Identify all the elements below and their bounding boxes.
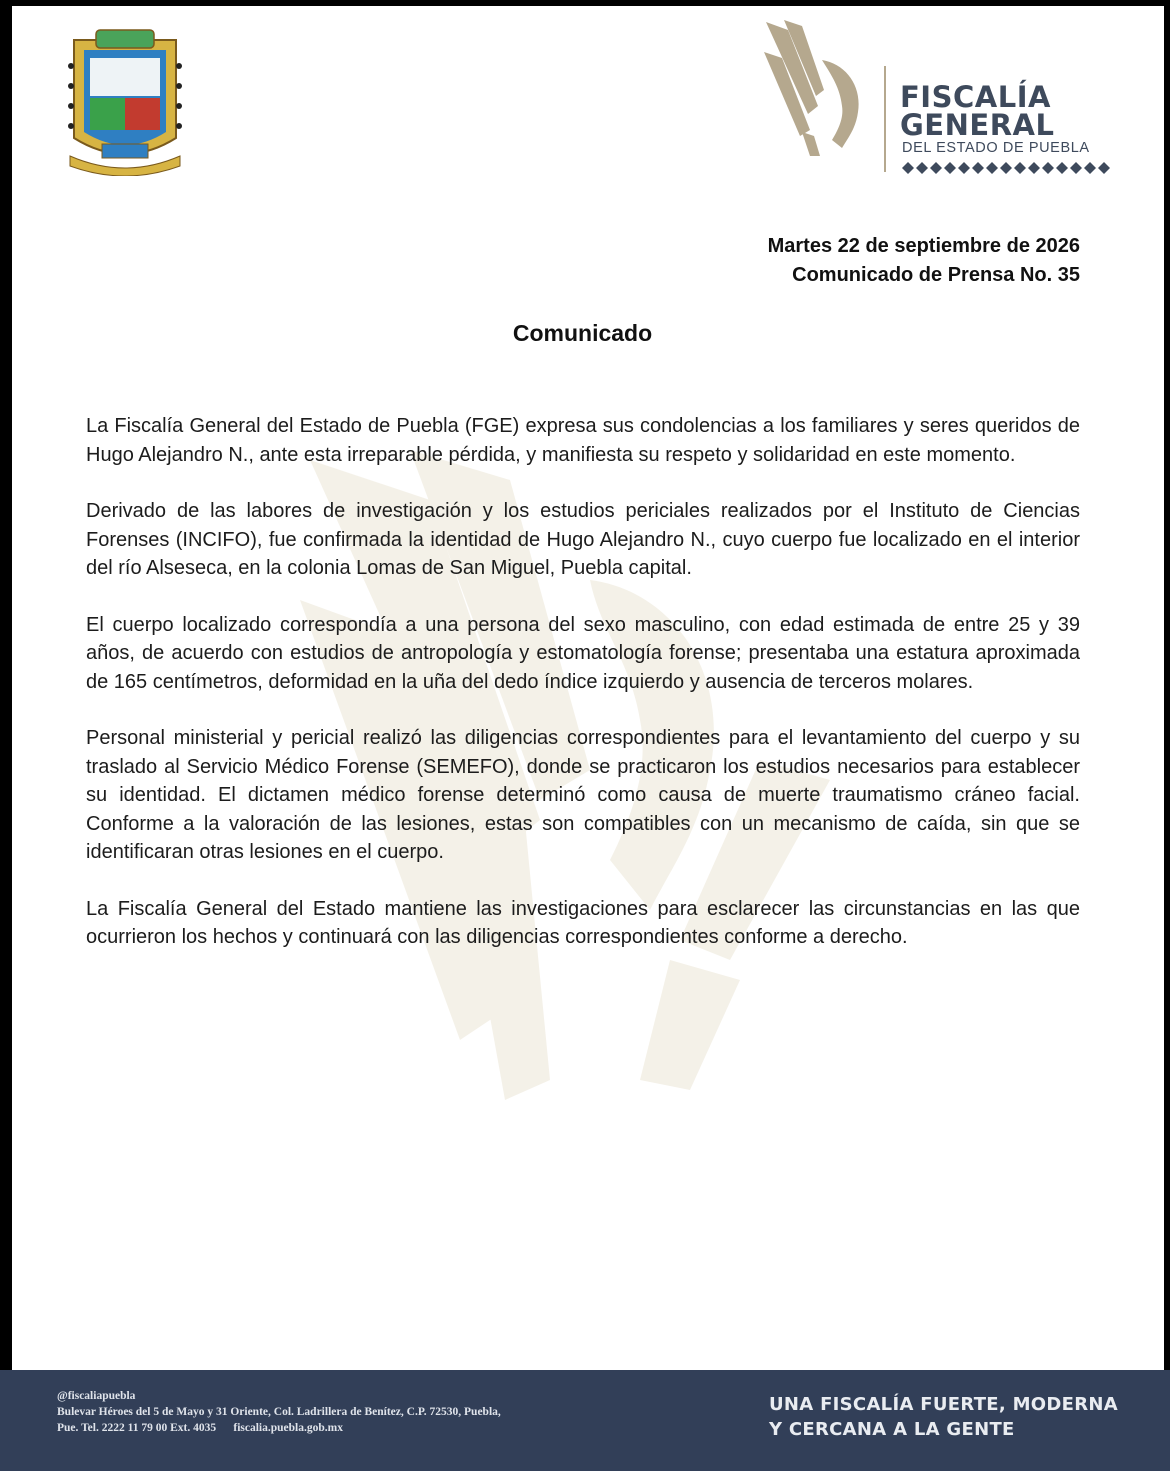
footer-website: fiscalia.puebla.gob.mx [233,1422,343,1434]
left-border [0,0,12,1471]
document-title: Comunicado [512,320,653,346]
document-body [86,412,1080,980]
footer-social: @fiscaliapuebla [57,1390,136,1402]
brand-line-1: FISCALÍA [900,80,1051,114]
footer-address: Bulevar Héroes del 5 de Mayo y 31 Oriente, Col. Ladrillera de Benítez, C.P. 72530, Puebla, [57,1406,501,1418]
release-number: Comunicado de Prensa No. 35 [792,264,1080,286]
logo-divider [884,66,886,172]
paragraph: La Fiscalía General del Estado de Puebla (FGE) expresa sus condolencias a los familiares y seres queridos de Hugo Alejandro N., ante esta irreparable pérdida, y manifiesta su respeto y solidaridad en este momento. [86,415,1080,466]
footer [0,1370,1170,1471]
release-meta [768,232,1080,290]
brand-line-2: GENERAL [900,108,1055,142]
footer-slogan [769,1392,1118,1442]
release-date: Martes 22 de septiembre de 2026 [767,235,1080,257]
footer-contact [57,1388,501,1436]
paragraph: Derivado de las labores de investigación y los estudios periciales realizados por el Instituto de Ciencias Forenses (INCIFO), fue confirmada la identidad de Hugo Alejandro N., cuyo cuerpo fue localizado en el interior del río Alseseca, en la colonia Lomas de San Miguel, Puebla capital. [86,500,1080,579]
eagle-warrior-icon [762,20,872,158]
slogan-line-2: Y CERCANA A LA GENTE [769,1419,1015,1440]
state-seal-logo [66,20,184,176]
brand-subtitle: DEL ESTADO DE PUEBLA [902,140,1090,156]
right-border [1164,0,1170,1471]
slogan-line-1: UNA FISCALÍA FUERTE, MODERNA [769,1394,1118,1415]
paragraph: El cuerpo localizado correspondía a una persona del sexo masculino, con edad estimada de entre 25 y 39 años, de acuerdo con estudios de antropología y estomatología forense; presentaba una estatura aproximada de 165 centímetros, deformidad en la uña del dedo índice izquierdo y ausencia de terceros molares. [86,613,1080,693]
paragraph: Personal ministerial y pericial realizó las diligencias correspondientes para el levantamiento del cuerpo y su traslado al Servicio Médico Forense (SEMEFO), donde se practicaron los estudios necesarios para establecer su identidad. El dictamen médico forense determinó como causa de muerte traumatismo cráneo facial. Conforme a la valoración de las lesiones, estas son compatibles con un mecanismo de caída, sin que se identificaran otras lesiones en el cuerpo. [86,727,1080,863]
footer-phone-web [57,1420,501,1436]
fiscalia-logo [762,20,1132,158]
paragraph: La Fiscalía General del Estado mantiene las investigaciones para esclarecer las circunstancias en las que ocurrieron los hechos y continuará con las diligencias correspondientes conforme a derecho. [86,897,1080,948]
top-border [0,0,1170,6]
decorative-pattern-icon [902,160,1116,176]
footer-phone: Pue. Tel. 2222 11 79 00 Ext. 4035 [57,1422,217,1434]
